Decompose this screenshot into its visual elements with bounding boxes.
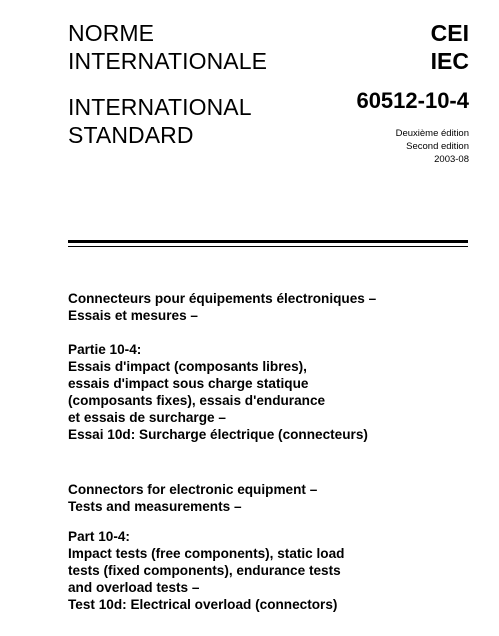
separator-rule-thick — [68, 240, 468, 243]
english-part-line: Part 10-4: — [68, 529, 130, 544]
english-title — [68, 481, 317, 515]
english-part-line: tests (fixed components), endurance tests — [68, 563, 341, 578]
org-code-cei: CEI — [430, 20, 469, 46]
french-part-line: Essai 10d: Surcharge électrique (connecteurs) — [68, 427, 368, 442]
title-en-line-1: INTERNATIONAL — [68, 94, 252, 120]
french-title-line: Connecteurs pour équipements électroniques – — [68, 291, 377, 306]
french-part — [68, 341, 368, 443]
edition-date: 2003-08 — [434, 154, 469, 165]
french-part-line: essais d'impact sous charge statique — [68, 376, 309, 391]
english-part-line: Impact tests (free components), static load — [68, 546, 345, 561]
french-part-line: Partie 10-4: — [68, 342, 142, 357]
french-title — [68, 290, 376, 324]
separator-rule-thin — [68, 246, 468, 247]
english-part-line: and overload tests – — [68, 580, 200, 595]
standard-number: 60512-10-4 — [356, 88, 469, 113]
french-part-line: Essais d'impact (composants libres), — [68, 359, 307, 374]
french-title-line: Essais et mesures – — [68, 308, 198, 323]
org-code-iec: IEC — [430, 48, 469, 74]
english-part — [68, 528, 344, 613]
english-part-line: Test 10d: Electrical overload (connectors) — [68, 597, 338, 612]
english-title-line: Connectors for electronic equipment – — [68, 482, 318, 497]
french-part-line: (composants fixes), essais d'endurance — [68, 393, 326, 408]
french-part-line: et essais de surcharge – — [68, 410, 226, 425]
title-en-line-2: STANDARD — [68, 122, 194, 148]
edition-en: Second edition — [406, 141, 469, 152]
title-fr-line-2: INTERNATIONALE — [68, 48, 268, 74]
english-title-line: Tests and measurements – — [68, 499, 242, 514]
edition-fr: Deuxième édition — [395, 128, 469, 139]
title-fr-line-1: NORME — [68, 20, 155, 46]
